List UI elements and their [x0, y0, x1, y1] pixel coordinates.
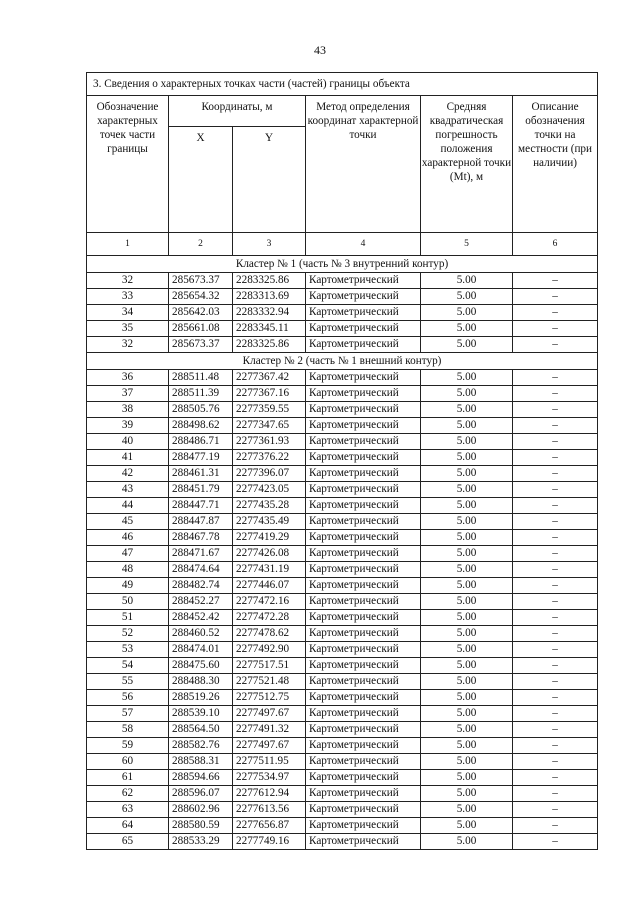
accuracy-cell: 5.00 [421, 690, 513, 706]
description-cell: – [513, 754, 598, 770]
table-row [87, 482, 598, 498]
x-coordinate-cell: 288580.59 [169, 818, 233, 834]
method-cell: Картометрический [306, 305, 421, 321]
x-coordinate-cell: 288582.76 [169, 738, 233, 754]
method-cell: Картометрический [306, 642, 421, 658]
y-coordinate-cell: 2277435.28 [233, 498, 306, 514]
table-row [87, 418, 598, 434]
y-coordinate-cell: 2277431.19 [233, 562, 306, 578]
x-coordinate-cell: 288533.29 [169, 834, 233, 850]
x-coordinate-cell: 288564.50 [169, 722, 233, 738]
table-row [87, 321, 598, 337]
x-coordinate-cell: 288452.42 [169, 610, 233, 626]
point-number-cell: 47 [87, 546, 169, 562]
description-cell: – [513, 450, 598, 466]
table-row [87, 370, 598, 386]
table-row [87, 450, 598, 466]
description-cell: – [513, 289, 598, 305]
description-cell: – [513, 594, 598, 610]
table-row [87, 834, 598, 850]
method-cell: Картометрический [306, 578, 421, 594]
accuracy-cell: 5.00 [421, 578, 513, 594]
x-coordinate-cell: 288460.52 [169, 626, 233, 642]
method-cell: Картометрический [306, 626, 421, 642]
method-cell: Картометрический [306, 562, 421, 578]
point-number-cell: 41 [87, 450, 169, 466]
table-title: 3. Сведения о характерных точках части (частей) границы объекта [87, 73, 598, 96]
x-coordinate-cell: 288477.19 [169, 450, 233, 466]
accuracy-cell: 5.00 [421, 402, 513, 418]
description-cell: – [513, 722, 598, 738]
method-cell: Картометрический [306, 321, 421, 337]
point-number-cell: 43 [87, 482, 169, 498]
description-cell: – [513, 305, 598, 321]
table-row [87, 594, 598, 610]
point-number-cell: 42 [87, 466, 169, 482]
method-cell: Картометрический [306, 802, 421, 818]
method-cell: Картометрический [306, 706, 421, 722]
accuracy-cell: 5.00 [421, 337, 513, 353]
point-number-cell: 64 [87, 818, 169, 834]
table-row [87, 706, 598, 722]
accuracy-cell: 5.00 [421, 289, 513, 305]
description-cell: – [513, 370, 598, 386]
table-row [87, 658, 598, 674]
point-number-cell: 52 [87, 626, 169, 642]
description-cell: – [513, 770, 598, 786]
x-coordinate-cell: 288471.67 [169, 546, 233, 562]
y-coordinate-cell: 2283325.86 [233, 273, 306, 289]
header-y: Y [233, 127, 306, 233]
x-coordinate-cell: 288594.66 [169, 770, 233, 786]
point-number-cell: 38 [87, 402, 169, 418]
y-coordinate-cell: 2277435.49 [233, 514, 306, 530]
description-cell: – [513, 626, 598, 642]
point-number-cell: 44 [87, 498, 169, 514]
point-number-cell: 36 [87, 370, 169, 386]
x-coordinate-cell: 288467.78 [169, 530, 233, 546]
accuracy-cell: 5.00 [421, 834, 513, 850]
x-coordinate-cell: 288505.76 [169, 402, 233, 418]
y-coordinate-cell: 2277612.94 [233, 786, 306, 802]
method-cell: Картометрический [306, 498, 421, 514]
accuracy-cell: 5.00 [421, 802, 513, 818]
y-coordinate-cell: 2277492.90 [233, 642, 306, 658]
accuracy-cell: 5.00 [421, 626, 513, 642]
table-row [87, 738, 598, 754]
accuracy-cell: 5.00 [421, 434, 513, 450]
method-cell: Картометрический [306, 546, 421, 562]
method-cell: Картометрический [306, 754, 421, 770]
cluster-header-row [87, 256, 598, 273]
x-coordinate-cell: 285654.32 [169, 289, 233, 305]
table-row [87, 530, 598, 546]
point-number-cell: 33 [87, 289, 169, 305]
y-coordinate-cell: 2277534.97 [233, 770, 306, 786]
accuracy-cell: 5.00 [421, 818, 513, 834]
table-row [87, 273, 598, 289]
y-coordinate-cell: 2277521.48 [233, 674, 306, 690]
accuracy-cell: 5.00 [421, 482, 513, 498]
method-cell: Картометрический [306, 450, 421, 466]
accuracy-cell: 5.00 [421, 738, 513, 754]
table-row [87, 674, 598, 690]
y-coordinate-cell: 2277367.16 [233, 386, 306, 402]
x-coordinate-cell: 288474.01 [169, 642, 233, 658]
accuracy-cell: 5.00 [421, 514, 513, 530]
header-description: Описание обозначения точки на местности (при наличии) [513, 96, 598, 233]
cluster-header-row [87, 353, 598, 370]
method-cell: Картометрический [306, 770, 421, 786]
accuracy-cell: 5.00 [421, 273, 513, 289]
point-number-cell: 46 [87, 530, 169, 546]
y-coordinate-cell: 2277396.07 [233, 466, 306, 482]
accuracy-cell: 5.00 [421, 658, 513, 674]
table-row [87, 642, 598, 658]
y-coordinate-cell: 2277426.08 [233, 546, 306, 562]
accuracy-cell: 5.00 [421, 786, 513, 802]
point-number-cell: 34 [87, 305, 169, 321]
y-coordinate-cell: 2277359.55 [233, 402, 306, 418]
method-cell: Картометрический [306, 402, 421, 418]
y-coordinate-cell: 2277656.87 [233, 818, 306, 834]
table-row [87, 818, 598, 834]
x-coordinate-cell: 288447.71 [169, 498, 233, 514]
table-row [87, 514, 598, 530]
accuracy-cell: 5.00 [421, 305, 513, 321]
point-number-cell: 51 [87, 610, 169, 626]
point-number-cell: 59 [87, 738, 169, 754]
accuracy-cell: 5.00 [421, 546, 513, 562]
y-coordinate-cell: 2277497.67 [233, 706, 306, 722]
y-coordinate-cell: 2277347.65 [233, 418, 306, 434]
point-number-cell: 45 [87, 514, 169, 530]
x-coordinate-cell: 288602.96 [169, 802, 233, 818]
point-number-cell: 60 [87, 754, 169, 770]
accuracy-cell: 5.00 [421, 370, 513, 386]
method-cell: Картометрический [306, 466, 421, 482]
table-row [87, 626, 598, 642]
y-coordinate-cell: 2277749.16 [233, 834, 306, 850]
method-cell: Картометрический [306, 786, 421, 802]
accuracy-cell: 5.00 [421, 722, 513, 738]
description-cell: – [513, 658, 598, 674]
column-number: 5 [421, 233, 513, 256]
accuracy-cell: 5.00 [421, 594, 513, 610]
point-number-cell: 53 [87, 642, 169, 658]
method-cell: Картометрический [306, 690, 421, 706]
description-cell: – [513, 321, 598, 337]
method-cell: Картометрический [306, 418, 421, 434]
boundary-points-table [86, 72, 598, 850]
method-cell: Картометрический [306, 386, 421, 402]
point-number-cell: 35 [87, 321, 169, 337]
x-coordinate-cell: 285673.37 [169, 337, 233, 353]
accuracy-cell: 5.00 [421, 754, 513, 770]
table-row [87, 722, 598, 738]
accuracy-cell: 5.00 [421, 498, 513, 514]
y-coordinate-cell: 2277423.05 [233, 482, 306, 498]
point-number-cell: 32 [87, 273, 169, 289]
description-cell: – [513, 610, 598, 626]
table-row [87, 337, 598, 353]
description-cell: – [513, 802, 598, 818]
point-number-cell: 62 [87, 786, 169, 802]
description-cell: – [513, 578, 598, 594]
x-coordinate-cell: 288447.87 [169, 514, 233, 530]
method-cell: Картометрический [306, 818, 421, 834]
table-row [87, 690, 598, 706]
table-row [87, 498, 598, 514]
table-row [87, 434, 598, 450]
point-number-cell: 32 [87, 337, 169, 353]
point-number-cell: 58 [87, 722, 169, 738]
header-point-designation: Обозначение характерных точек части границы [87, 96, 169, 233]
column-number: 6 [513, 233, 598, 256]
table-row [87, 562, 598, 578]
point-number-cell: 39 [87, 418, 169, 434]
y-coordinate-cell: 2277361.93 [233, 434, 306, 450]
point-number-cell: 37 [87, 386, 169, 402]
description-cell: – [513, 642, 598, 658]
description-cell: – [513, 434, 598, 450]
x-coordinate-cell: 288519.26 [169, 690, 233, 706]
header-method: Метод определения координат характерной точки [306, 96, 421, 233]
point-number-cell: 54 [87, 658, 169, 674]
y-coordinate-cell: 2283325.86 [233, 337, 306, 353]
description-cell: – [513, 834, 598, 850]
accuracy-cell: 5.00 [421, 610, 513, 626]
x-coordinate-cell: 285642.03 [169, 305, 233, 321]
column-number: 3 [233, 233, 306, 256]
description-cell: – [513, 273, 598, 289]
cluster-title: Кластер № 1 (часть № 3 внутренний контур) [87, 256, 598, 273]
description-cell: – [513, 514, 598, 530]
point-number-cell: 61 [87, 770, 169, 786]
y-coordinate-cell: 2277472.16 [233, 594, 306, 610]
point-number-cell: 63 [87, 802, 169, 818]
point-number-cell: 49 [87, 578, 169, 594]
description-cell: – [513, 337, 598, 353]
header-accuracy: Средняя квадратическая погрешность положения характерной точки (Mt), м [421, 96, 513, 233]
method-cell: Картометрический [306, 482, 421, 498]
x-coordinate-cell: 288511.48 [169, 370, 233, 386]
method-cell: Картометрический [306, 594, 421, 610]
table-row [87, 289, 598, 305]
x-coordinate-cell: 288451.79 [169, 482, 233, 498]
y-coordinate-cell: 2283313.69 [233, 289, 306, 305]
description-cell: – [513, 786, 598, 802]
description-cell: – [513, 466, 598, 482]
accuracy-cell: 5.00 [421, 770, 513, 786]
accuracy-cell: 5.00 [421, 642, 513, 658]
x-coordinate-cell: 288474.64 [169, 562, 233, 578]
description-cell: – [513, 738, 598, 754]
x-coordinate-cell: 288482.74 [169, 578, 233, 594]
method-cell: Картометрический [306, 273, 421, 289]
table-row [87, 305, 598, 321]
method-cell: Картометрический [306, 738, 421, 754]
method-cell: Картометрический [306, 722, 421, 738]
y-coordinate-cell: 2277613.56 [233, 802, 306, 818]
accuracy-cell: 5.00 [421, 450, 513, 466]
x-coordinate-cell: 288486.71 [169, 434, 233, 450]
accuracy-cell: 5.00 [421, 674, 513, 690]
method-cell: Картометрический [306, 834, 421, 850]
y-coordinate-cell: 2277478.62 [233, 626, 306, 642]
y-coordinate-cell: 2277472.28 [233, 610, 306, 626]
header-x: X [169, 127, 233, 233]
x-coordinate-cell: 285661.08 [169, 321, 233, 337]
column-number: 2 [169, 233, 233, 256]
x-coordinate-cell: 288475.60 [169, 658, 233, 674]
table-row [87, 546, 598, 562]
method-cell: Картометрический [306, 530, 421, 546]
description-cell: – [513, 386, 598, 402]
description-cell: – [513, 706, 598, 722]
y-coordinate-cell: 2277491.32 [233, 722, 306, 738]
point-number-cell: 48 [87, 562, 169, 578]
point-number-cell: 57 [87, 706, 169, 722]
header-coordinates: Координаты, м [169, 96, 306, 127]
description-cell: – [513, 690, 598, 706]
description-cell: – [513, 546, 598, 562]
table-row [87, 786, 598, 802]
table-row [87, 610, 598, 626]
x-coordinate-cell: 288452.27 [169, 594, 233, 610]
table-row [87, 754, 598, 770]
table-row [87, 770, 598, 786]
x-coordinate-cell: 288488.30 [169, 674, 233, 690]
y-coordinate-cell: 2283345.11 [233, 321, 306, 337]
y-coordinate-cell: 2277512.75 [233, 690, 306, 706]
accuracy-cell: 5.00 [421, 386, 513, 402]
y-coordinate-cell: 2277367.42 [233, 370, 306, 386]
point-number-cell: 50 [87, 594, 169, 610]
y-coordinate-cell: 2277511.95 [233, 754, 306, 770]
y-coordinate-cell: 2277517.51 [233, 658, 306, 674]
table-row [87, 802, 598, 818]
description-cell: – [513, 482, 598, 498]
accuracy-cell: 5.00 [421, 706, 513, 722]
accuracy-cell: 5.00 [421, 530, 513, 546]
accuracy-cell: 5.00 [421, 321, 513, 337]
table-row [87, 578, 598, 594]
x-coordinate-cell: 288588.31 [169, 754, 233, 770]
description-cell: – [513, 562, 598, 578]
y-coordinate-cell: 2277376.22 [233, 450, 306, 466]
column-number: 1 [87, 233, 169, 256]
y-coordinate-cell: 2283332.94 [233, 305, 306, 321]
method-cell: Картометрический [306, 434, 421, 450]
y-coordinate-cell: 2277497.67 [233, 738, 306, 754]
point-number-cell: 65 [87, 834, 169, 850]
x-coordinate-cell: 288461.31 [169, 466, 233, 482]
method-cell: Картометрический [306, 370, 421, 386]
method-cell: Картометрический [306, 674, 421, 690]
table-body [87, 256, 598, 850]
description-cell: – [513, 498, 598, 514]
description-cell: – [513, 674, 598, 690]
description-cell: – [513, 818, 598, 834]
description-cell: – [513, 402, 598, 418]
method-cell: Картометрический [306, 514, 421, 530]
accuracy-cell: 5.00 [421, 562, 513, 578]
method-cell: Картометрический [306, 337, 421, 353]
x-coordinate-cell: 288498.62 [169, 418, 233, 434]
table-row [87, 466, 598, 482]
x-coordinate-cell: 288511.39 [169, 386, 233, 402]
description-cell: – [513, 418, 598, 434]
accuracy-cell: 5.00 [421, 418, 513, 434]
table-row [87, 402, 598, 418]
y-coordinate-cell: 2277419.29 [233, 530, 306, 546]
cluster-title: Кластер № 2 (часть № 1 внешний контур) [87, 353, 598, 370]
description-cell: – [513, 530, 598, 546]
column-number: 4 [306, 233, 421, 256]
table-row [87, 386, 598, 402]
method-cell: Картометрический [306, 610, 421, 626]
column-number-row [87, 233, 598, 256]
method-cell: Картометрический [306, 658, 421, 674]
x-coordinate-cell: 288539.10 [169, 706, 233, 722]
y-coordinate-cell: 2277446.07 [233, 578, 306, 594]
point-number-cell: 56 [87, 690, 169, 706]
page-number: 43 [314, 43, 326, 57]
method-cell: Картометрический [306, 289, 421, 305]
point-number-cell: 55 [87, 674, 169, 690]
x-coordinate-cell: 285673.37 [169, 273, 233, 289]
accuracy-cell: 5.00 [421, 466, 513, 482]
x-coordinate-cell: 288596.07 [169, 786, 233, 802]
point-number-cell: 40 [87, 434, 169, 450]
